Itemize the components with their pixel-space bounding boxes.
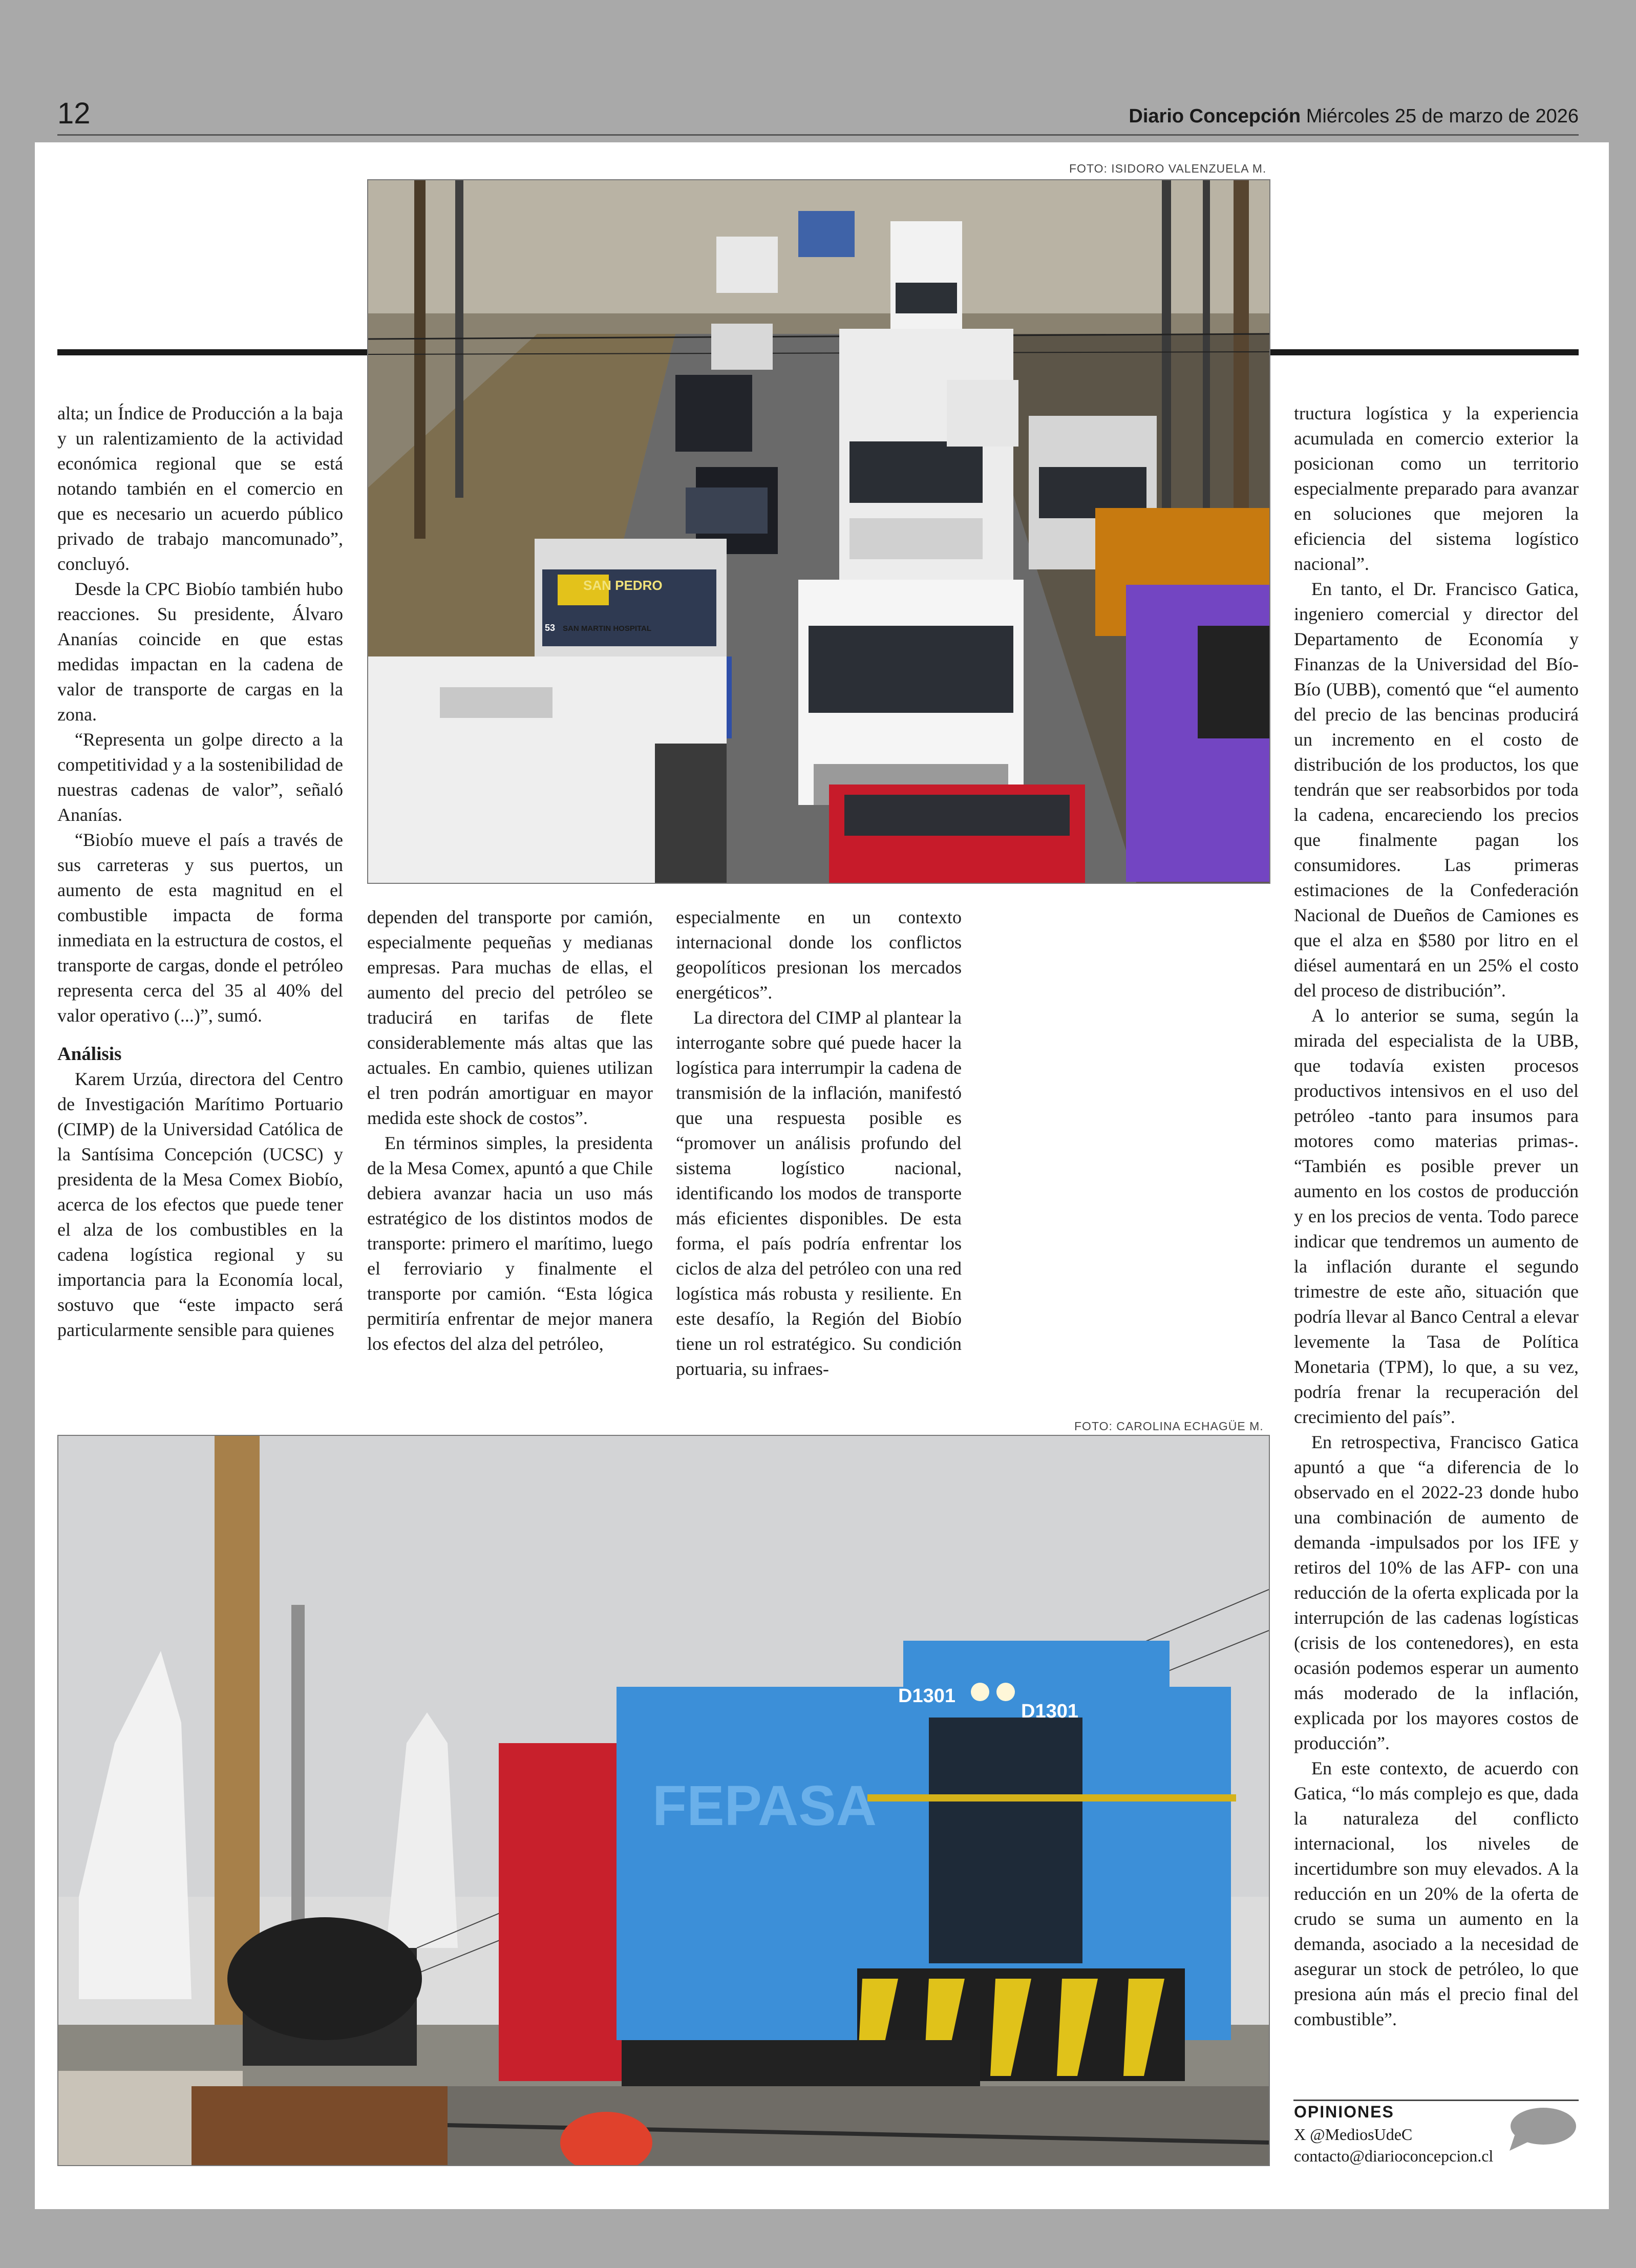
col1-paragraph-5: Karem Urzúa, directora del Centro de Investigación Marítimo Portuario (CIMP) de la Universidad Católica de la Santísima Concepción (UCSC) y presidenta de la Mesa Comex Biobío, acerca de los efectos que puede tener el alza de los combustibles en la cadena logística regional y su importancia para la Economía local, sostuvo que “este impacto será particularmente sensible para quienes (57, 1069, 343, 1340)
masthead (1129, 105, 1579, 128)
train-photo (57, 1435, 1270, 2166)
page-number: 12 (57, 97, 91, 130)
section-rule-left (57, 349, 369, 355)
bus-route-sign: SAN MARTIN HOSPITAL (563, 624, 652, 633)
col1-paragraph-2: Desde la CPC Biobío también hubo reacciones. Su presidente, Álvaro Ananías coincide en que estas medidas impactan en la cadena de valor de transporte de cargas en la zona. (57, 579, 343, 725)
bus-destination-sign: SAN PEDRO (583, 578, 663, 593)
col4-paragraph-2: En tanto, el Dr. Francisco Gatica, ingeniero comercial y director del Departamento de Economía y Finanzas de la Universidad del Bío-Bío (UBB), comentó que “el aumento del precio de las bencinas producirá un incremento en el costo de distribución de los productos, los que tendrán que ser reabsorbidos por toda la cadena, encareciendo los precios que finalmente pagan los consumidores. Las primeras estimaciones de la Confederación Nacional de Dueños de Camiones es que el alza en $580 por litro en el diésel aumentará en un 25% el costo del proceso de distribución”. (1294, 579, 1579, 1001)
article-column-3 (676, 905, 962, 1412)
col3-paragraph-1: especialmente en un contexto internacional donde los conflictos geopolíticos presionan los mercados energéticos”. (676, 907, 962, 1003)
article-column-2 (367, 905, 653, 1412)
section-rule-right (1268, 349, 1579, 355)
col4-paragraph-3: A lo anterior se suma, según la mirada del especialista de la UBB, que todavía existen procesos productivos intensivos en el uso del petróleo -tanto para insumos para motores como materias primas-. “También es posible prever un aumento en los costos de producción y en los precios de venta. Todo parece indicar que tendremos un aumento de la inflación durante el segundo trimestre de este año, situación que podría llevar al Banco Central a elevar levemente la Tasa de Política Monetaria (TPM), lo que, a su vez, podría frenar la recuperación del crecimiento del país”. (1294, 1005, 1579, 1427)
speech-bubble-icon (1505, 2106, 1577, 2152)
col1-paragraph-4: “Biobío mueve el país a través de sus carreteras y sus puertos, un aumento de esta magnitud en el combustible impacta de forma inmediata en la estructura de costos, el transporte de cargas, donde el petróleo representa cerca del 35 al 40% del valor operativo (...)”, sumó. (57, 830, 343, 1026)
publication-name: Diario Concepción (1129, 105, 1301, 127)
subhead-analisis: Análisis (57, 1044, 122, 1065)
traffic-photo (367, 179, 1270, 884)
col4-paragraph-5: En este contexto, de acuerdo con Gatica, “lo más complejo es que, dada la naturaleza del conflicto internacional, los niveles de incertidumbre son muy elevados. A la reducción en un 20% de la oferta de crudo se suma un aumento en la demanda, asociado a la necesidad de asegurar un stock de petróleo, lo que presiona aún más el precio final del combustible”. (1294, 1758, 1579, 2029)
locomotive-brand: FEPASA (652, 1774, 877, 1837)
footer-rule (1293, 2100, 1579, 2101)
article-column-1 (57, 401, 343, 1405)
opinions-title: OPINIONES (1294, 2103, 1394, 2121)
publication-date: Miércoles 25 de marzo de 2026 (1306, 105, 1579, 127)
locomotive-id-left: D1301 (898, 1685, 955, 1707)
article-column-4 (1294, 401, 1579, 2091)
col1-paragraph-3: “Representa un golpe directo a la competitividad y a la sostenibilidad de nuestras cadenas de valor”, señaló Ananías. (57, 729, 343, 825)
col4-paragraph-1: tructura logística y la experiencia acumulada en comercio exterior la posicionan como un territorio especialmente preparado para avanzar en soluciones que mejoren la eficiencia del sistema logístico nacional”. (1294, 403, 1579, 574)
col2-paragraph-2: En términos simples, la presidenta de la Mesa Comex, apuntó a que Chile debiera avanzar hacia un uso más estratégico de los distintos modos de transporte: primero el marítimo, luego el ferroviario y finalmente el transporte por camión. “Esta lógica permitiría enfrentar de mejor manera los efectos del alza del petróleo, (367, 1133, 653, 1354)
opinions-social-handle[interactable]: X @MediosUdeC (1294, 2125, 1413, 2144)
top-photo-credit: FOTO: ISIDORO VALENZUELA M. (1069, 162, 1267, 175)
col2-paragraph-1: dependen del transporte por camión, especialmente pequeñas y medianas empresas. Para muchas de ellas, el aumento del precio del petróleo se traducirá en tarifas de flete considerablemente más altas que las actuales. En cambio, quienes utilizan el tren podrán amortiguar en mayor medida este shock de costos”. (367, 907, 653, 1128)
bottom-photo-credit: FOTO: CAROLINA ECHAGÜE M. (1074, 1419, 1264, 1433)
col1-paragraph-1: alta; un Índice de Producción a la baja y un ralentizamiento de la actividad económica regional que se está notando también en el comercio en que es necesario un acuerdo público privado de trabajo mancomunado”, concluyó. (57, 403, 343, 574)
opinions-email[interactable]: contacto@diarioconcepcion.cl (1294, 2147, 1494, 2165)
locomotive-id-right: D1301 (1021, 1701, 1078, 1722)
col3-paragraph-2: La directora del CIMP al plantear la interrogante sobre qué puede hacer la logística para interrumpir la cadena de transmisión de la inflación, manifestó que una respuesta posible es “promover un análisis profundo del sistema logístico nacional, identificando los modos de transporte más eficientes disponibles. De esta forma, el país podría enfrentar los ciclos de alza del petróleo con una red logística más robusta y resiliente. En este desafío, la Región del Biobío tiene un rol estratégico. Su condición portuaria, su infraes- (676, 1007, 962, 1379)
col4-paragraph-4: En retrospectiva, Francisco Gatica apuntó a que “a diferencia de lo observado en el 2022-23 donde hubo una combinación de aumento de demanda -impulsados por los IFE y retiros del 10% de las AFP- con una reducción de la oferta explicada por la interrupción de las cadenas logísticas (crisis de los contenedores), en esta ocasión podemos esperar un aumento más moderado de la inflación, explicada por los mayores costos de producción”. (1294, 1432, 1579, 1753)
bus-number-sign: 53 (545, 623, 556, 633)
header-rule (57, 134, 1579, 136)
